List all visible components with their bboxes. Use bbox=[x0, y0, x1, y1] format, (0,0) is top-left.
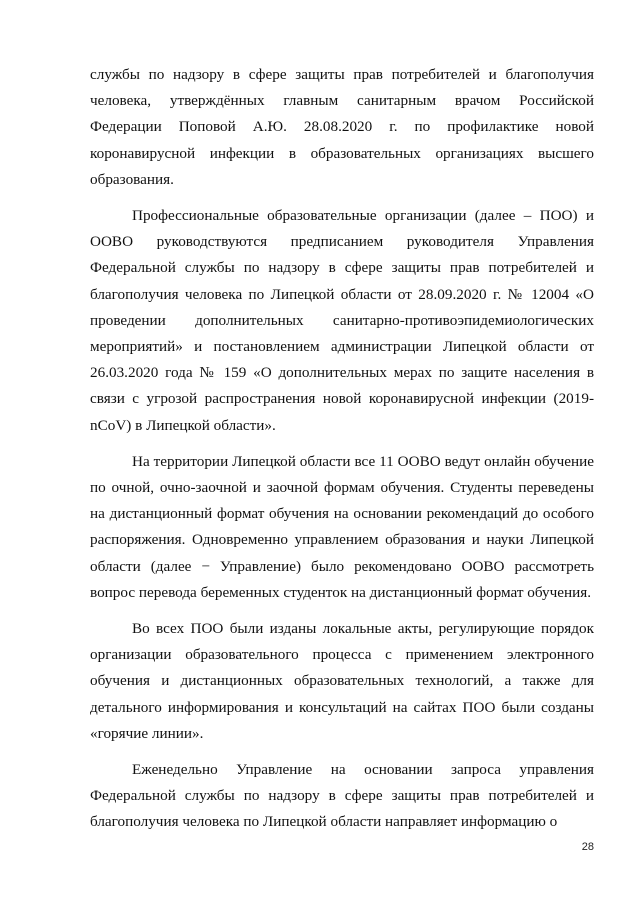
paragraph-1: службы по надзору в сфере защиты прав потребителей и благополучия человека, утверждённых главным санитарным врачом Российской Федерации Поповой А.Ю. 28.08.2020 г. по профилактике новой коронавирусной инфекции в образовательных организациях высшего образования. bbox=[90, 66, 594, 188]
page-body-text bbox=[90, 62, 594, 846]
paragraph-2: Профессиональные образовательные организации (далее – ПОО) и ООВО руководствуются предписанием руководителя Управления Федеральной службы по надзору в сфере защиты прав потребителей и благополучия человека по Липецкой области от 28.09.2020 г. № 12004 «О проведении дополнительных санитарно-противоэпидемиологических мероприятий» и постановлением администрации Липецкой области от 26.03.2020 года № 159 «О дополнительных мерах по защите населения в связи с угрозой распространения новой коронавирусной инфекции (2019-nCoV) в Липецкой области». bbox=[90, 207, 594, 434]
paragraph-3: На территории Липецкой области все 11 ООВО ведут онлайн обучение по очной, очно-заочной и заочной формам обучения. Студенты переведены на дистанционный формат обучения на основании рекомендаций до особого распоряжения. Одновременно управлением образования и науки Липецкой области (далее − Управление) было рекомендовано ООВО рассмотреть вопрос перевода беременных студенток на дистанционный формат обучения. bbox=[90, 452, 594, 601]
paragraph-5: Еженедельно Управление на основании запроса управления Федеральной службы по надзору в сфере защиты прав потребителей и благополучия человека по Липецкой области направляет информацию о bbox=[90, 761, 594, 831]
page-number: 28 bbox=[581, 841, 594, 853]
paragraph-4: Во всех ПОО были изданы локальные акты, регулирующие порядок организации образовательного процесса с применением электронного обучения и дистанционных образовательных технологий, а также для детального информирования и консультаций на сайтах ПОО были созданы «горячие линии». bbox=[90, 620, 594, 742]
